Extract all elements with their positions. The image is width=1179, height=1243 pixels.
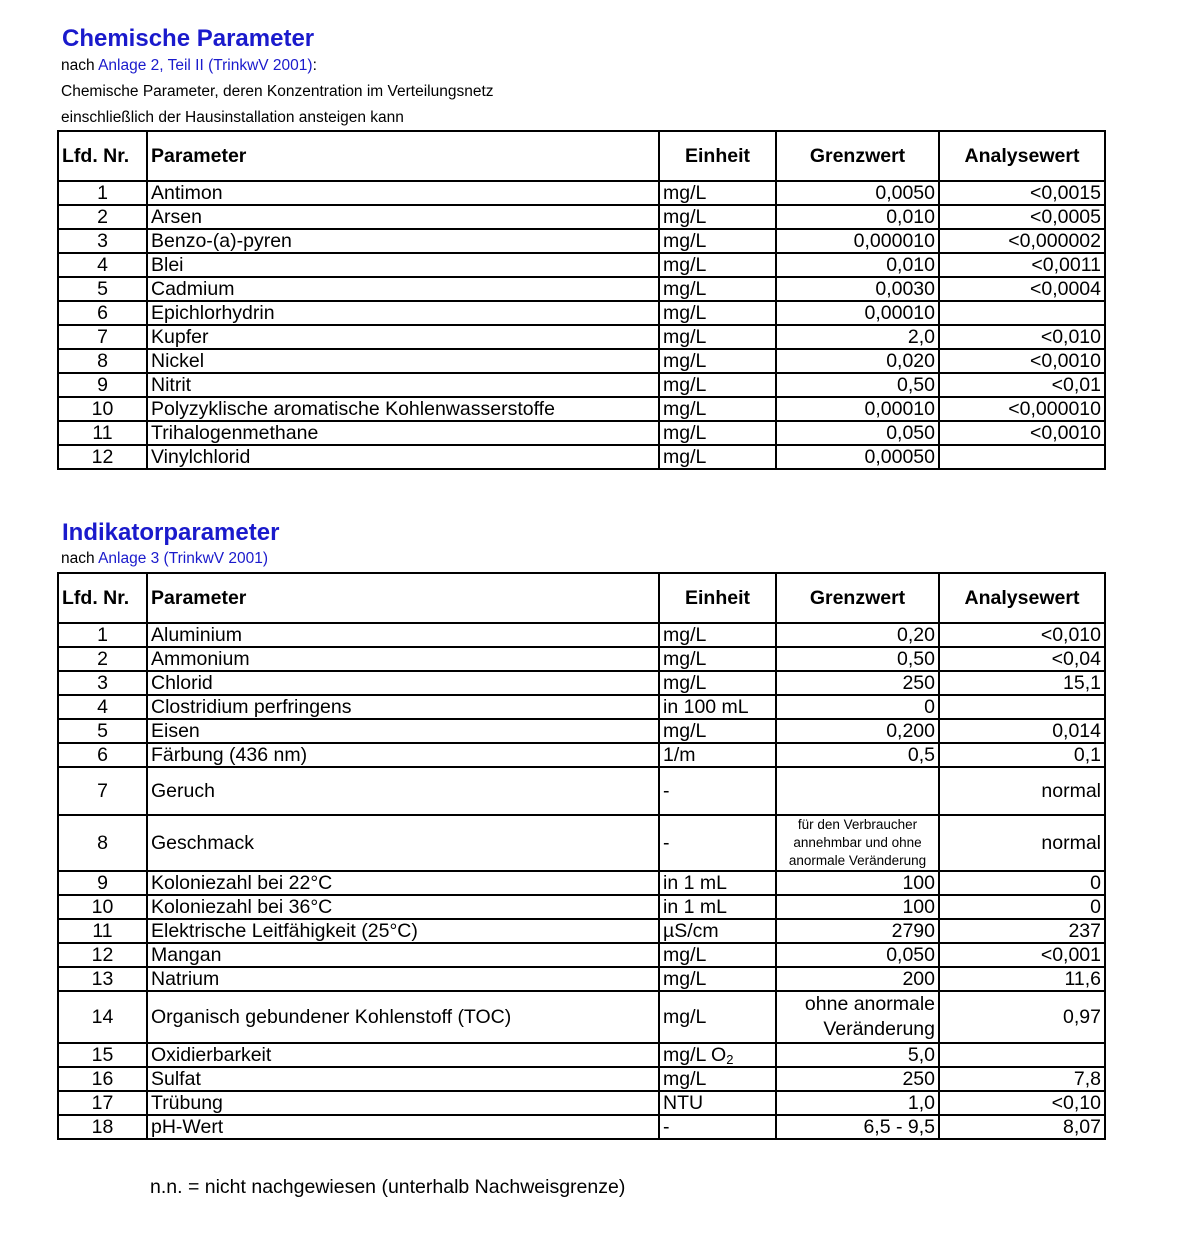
cell-limit: 250 [776,1067,939,1091]
cell-parameter: Blei [147,253,659,277]
cell-parameter: Antimon [147,181,659,205]
cell-value: 0,014 [939,719,1105,743]
cell-nr: 18 [58,1115,147,1139]
cell-nr: 12 [58,943,147,967]
cell-value: <0,000002 [939,229,1105,253]
cell-limit: 0,50 [776,647,939,671]
cell-value: 8,07 [939,1115,1105,1139]
cell-parameter: Trihalogenmethane [147,421,659,445]
table-row [58,943,1105,967]
cell-unit: mg/L [659,719,776,743]
cell-value: <0,0005 [939,205,1105,229]
cell-parameter: Chlorid [147,671,659,695]
cell-nr: 4 [58,253,147,277]
cell-unit: mg/L [659,301,776,325]
cell-nr: 7 [58,325,147,349]
cell-nr: 3 [58,229,147,253]
header-value: Analysewert [939,573,1105,623]
cell-unit: NTU [659,1091,776,1115]
header-unit: Einheit [659,573,776,623]
cell-parameter: Färbung (436 nm) [147,743,659,767]
cell-parameter: Kupfer [147,325,659,349]
table-row [58,767,1105,815]
cell-limit: 0,020 [776,349,939,373]
cell-value: 0,97 [939,991,1105,1043]
cell-unit: mg/L [659,647,776,671]
cell-nr: 10 [58,895,147,919]
cell-unit: mg/L [659,229,776,253]
cell-parameter: Clostridium perfringens [147,695,659,719]
cell-nr: 1 [58,623,147,647]
cell-unit: in 100 mL [659,695,776,719]
table-row [58,671,1105,695]
cell-unit: mg/L [659,325,776,349]
header-nr: Lfd. Nr. [58,131,147,181]
cell-unit: mg/L [659,967,776,991]
cell-limit: 0,0050 [776,181,939,205]
header-limit: Grenzwert [776,573,939,623]
cell-limit: 6,5 - 9,5 [776,1115,939,1139]
chem-description-line1: Chemische Parameter, deren Konzentration im Verteilungsnetz [61,83,494,100]
table-row [58,895,1105,919]
cell-limit [776,767,939,815]
cell-value: <0,010 [939,325,1105,349]
cell-limit: 2,0 [776,325,939,349]
table-row [58,1115,1105,1139]
cell-value: <0,01 [939,373,1105,397]
cell-parameter: Trübung [147,1091,659,1115]
table-row [58,967,1105,991]
cell-unit: - [659,815,776,871]
cell-limit: 0,050 [776,943,939,967]
table-row [58,1091,1105,1115]
cell-nr: 2 [58,205,147,229]
cell-limit: 0,5 [776,743,939,767]
cell-nr: 11 [58,919,147,943]
cell-value: 0,1 [939,743,1105,767]
cell-nr: 3 [58,671,147,695]
cell-value: <0,0010 [939,421,1105,445]
cell-parameter: Vinylchlorid [147,445,659,469]
cell-value: 11,6 [939,967,1105,991]
ind-reference-link[interactable]: Anlage 3 (TrinkwV 2001) [98,550,269,567]
cell-unit: mg/L [659,373,776,397]
cell-limit: 0,50 [776,373,939,397]
cell-nr: 13 [58,967,147,991]
ind-title: Indikatorparameter [62,519,280,546]
cell-nr: 5 [58,719,147,743]
cell-nr: 15 [58,1043,147,1067]
table-row [58,445,1105,469]
cell-value: 15,1 [939,671,1105,695]
cell-unit: in 1 mL [659,895,776,919]
table-row [58,205,1105,229]
cell-unit: in 1 mL [659,871,776,895]
cell-limit: 100 [776,895,939,919]
cell-nr: 11 [58,421,147,445]
cell-value: 237 [939,919,1105,943]
header-value: Analysewert [939,131,1105,181]
header-nr: Lfd. Nr. [58,573,147,623]
cell-limit: 0,010 [776,253,939,277]
table-row [58,1043,1105,1067]
cell-nr: 8 [58,349,147,373]
cell-unit: mg/L $O_2$ [659,1043,776,1067]
table-header-row [58,131,1105,181]
cell-parameter: Aluminium [147,623,659,647]
cell-limit: für den Verbraucher annehmbar und ohne anormale Veränderung [776,815,939,871]
cell-value: <0,0010 [939,349,1105,373]
cell-nr: 5 [58,277,147,301]
table-row [58,647,1105,671]
cell-nr: 10 [58,397,147,421]
ind-reference: nach Anlage 3 (TrinkwV 2001) [61,550,269,567]
cell-parameter: Ammonium [147,647,659,671]
cell-unit: - [659,767,776,815]
cell-parameter: Epichlorhydrin [147,301,659,325]
cell-unit: mg/L [659,943,776,967]
cell-limit: 0,00010 [776,397,939,421]
cell-limit: 0,20 [776,623,939,647]
cell-unit: mg/L [659,253,776,277]
cell-unit: mg/L [659,277,776,301]
table-row [58,229,1105,253]
cell-value: <0,0011 [939,253,1105,277]
cell-unit: mg/L [659,397,776,421]
cell-unit: mg/L [659,991,776,1043]
cell-limit: 250 [776,671,939,695]
cell-limit: 0,200 [776,719,939,743]
cell-unit: mg/L [659,445,776,469]
table-row [58,253,1105,277]
cell-parameter: pH-Wert [147,1115,659,1139]
cell-parameter: Cadmium [147,277,659,301]
chem-reference: nach Anlage 2, Teil II (TrinkwV 2001): [61,57,317,74]
table-row [58,301,1105,325]
cell-value [939,695,1105,719]
cell-parameter: Natrium [147,967,659,991]
chem-reference-link[interactable]: Anlage 2, Teil II (TrinkwV 2001) [98,57,313,74]
cell-limit: 0,010 [776,205,939,229]
cell-nr: 16 [58,1067,147,1091]
header-unit: Einheit [659,131,776,181]
cell-value: <0,000010 [939,397,1105,421]
footnote: n.n. = nicht nachgewiesen (unterhalb Nachweisgrenze) [150,1176,626,1198]
cell-nr: 6 [58,743,147,767]
cell-parameter: Sulfat [147,1067,659,1091]
cell-unit: mg/L [659,181,776,205]
table-row [58,815,1105,871]
cell-value: <0,010 [939,623,1105,647]
table-row [58,181,1105,205]
cell-unit: mg/L [659,349,776,373]
cell-value: normal [939,815,1105,871]
chem-table-body [58,181,1105,469]
cell-unit: mg/L [659,1067,776,1091]
cell-limit: 0,0030 [776,277,939,301]
cell-value [939,301,1105,325]
cell-parameter: Polyzyklische aromatische Kohlenwasserstoffe [147,397,659,421]
header-parameter: Parameter [147,573,659,623]
table-row [58,919,1105,943]
table-row [58,397,1105,421]
cell-unit: mg/L [659,623,776,647]
chem-title: Chemische Parameter [62,25,315,52]
cell-parameter: Mangan [147,943,659,967]
cell-value: 0 [939,895,1105,919]
cell-parameter: Geschmack [147,815,659,871]
table-row [58,719,1105,743]
chem-description-line2: einschließlich der Hausinstallation ansteigen kann [61,109,404,126]
cell-nr: 8 [58,815,147,871]
cell-limit: 200 [776,967,939,991]
cell-parameter: Geruch [147,767,659,815]
cell-parameter: Organisch gebundener Kohlenstoff (TOC) [147,991,659,1043]
cell-parameter: Arsen [147,205,659,229]
cell-parameter: Elektrische Leitfähigkeit (25°C) [147,919,659,943]
cell-nr: 14 [58,991,147,1043]
cell-nr: 9 [58,373,147,397]
table-row [58,421,1105,445]
cell-parameter: Nitrit [147,373,659,397]
cell-parameter: Koloniezahl bei 22°C [147,871,659,895]
cell-limit: 1,0 [776,1091,939,1115]
cell-nr: 12 [58,445,147,469]
table-header-row [58,573,1105,623]
cell-nr: 1 [58,181,147,205]
cell-parameter: Eisen [147,719,659,743]
cell-value: 7,8 [939,1067,1105,1091]
cell-limit: 2790 [776,919,939,943]
cell-limit: 5,0 [776,1043,939,1067]
cell-limit: 0 [776,695,939,719]
cell-unit: mg/L [659,421,776,445]
cell-value [939,1043,1105,1067]
table-row [58,743,1105,767]
cell-limit: 0,00010 [776,301,939,325]
ind-table [57,572,1106,1140]
table-row [58,695,1105,719]
cell-nr: 17 [58,1091,147,1115]
cell-value: <0,001 [939,943,1105,967]
cell-limit: 0,000010 [776,229,939,253]
cell-value [939,445,1105,469]
cell-value: 0 [939,871,1105,895]
cell-nr: 7 [58,767,147,815]
cell-unit: - [659,1115,776,1139]
table-row [58,1067,1105,1091]
cell-limit: 0,050 [776,421,939,445]
cell-value: <0,10 [939,1091,1105,1115]
cell-limit: ohne anormale Veränderung [776,991,939,1043]
table-row [58,325,1105,349]
cell-value: <0,0015 [939,181,1105,205]
cell-unit: mg/L [659,205,776,229]
table-row [58,373,1105,397]
cell-parameter: Benzo-(a)-pyren [147,229,659,253]
cell-parameter: Nickel [147,349,659,373]
cell-nr: 4 [58,695,147,719]
chem-table [57,130,1106,470]
cell-value: <0,04 [939,647,1105,671]
header-parameter: Parameter [147,131,659,181]
cell-parameter: Oxidierbarkeit [147,1043,659,1067]
cell-parameter: Koloniezahl bei 36°C [147,895,659,919]
cell-limit: 100 [776,871,939,895]
table-row [58,623,1105,647]
cell-value: normal [939,767,1105,815]
cell-nr: 2 [58,647,147,671]
table-row [58,991,1105,1043]
table-row [58,871,1105,895]
cell-limit: 0,00050 [776,445,939,469]
cell-nr: 9 [58,871,147,895]
cell-unit: 1/m [659,743,776,767]
cell-nr: 6 [58,301,147,325]
cell-value: <0,0004 [939,277,1105,301]
cell-unit: mg/L [659,671,776,695]
header-limit: Grenzwert [776,131,939,181]
cell-unit: µS/cm [659,919,776,943]
table-row [58,277,1105,301]
ind-table-body [58,623,1105,1139]
table-row [58,349,1105,373]
